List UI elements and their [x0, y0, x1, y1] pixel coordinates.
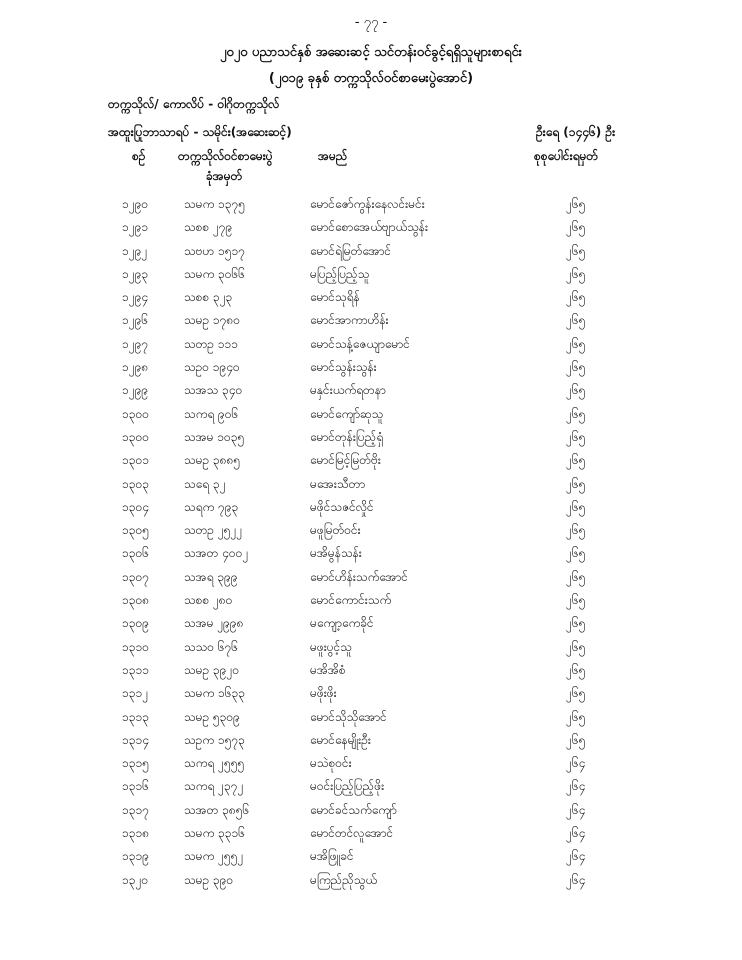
- student-name: မောင်ခင်သက်ကျော်: [310, 802, 397, 817]
- student-name: မောင်တင်လူအောင်: [310, 826, 394, 841]
- roll-number: သဗဟ ၁၅၁၇: [184, 243, 246, 258]
- document-title: ၂၀၂၀ ပညာသင်နှစ် အဆေးဆင့် သင်တန်းဝင်ခွင့်ရရှိသူများစာရင်း: [219, 45, 522, 60]
- row-number: ၁၂၉၈: [122, 360, 149, 375]
- total-marks: ၂၆၅: [566, 662, 586, 677]
- table-row: [0, 334, 742, 357]
- total-marks: ၂၆၄: [566, 779, 586, 794]
- table-row: [0, 357, 742, 380]
- table-row: [0, 590, 742, 613]
- student-name: မဖိုင်သဇင်လှိုင်: [310, 499, 374, 514]
- table-row: [0, 194, 742, 217]
- total-marks: ၂၆၅: [566, 243, 586, 258]
- student-name: မအေးသီတာ: [310, 476, 366, 491]
- row-number: ၁၃၀၁: [122, 453, 149, 468]
- student-name: မောင်နေမျိုးဦး: [310, 732, 371, 747]
- student-name: မောင်သုရိန်: [310, 290, 360, 305]
- table-row: [0, 637, 742, 660]
- total-count-label: ဦးရေ (၁၄၄၆) ဦး: [536, 125, 616, 139]
- row-number: ၁၃၁၂: [122, 686, 149, 701]
- total-marks: ၂၆၅: [566, 686, 586, 701]
- column-header-no: စဉ်: [132, 149, 146, 163]
- student-name: မောင်အာကာဟိန်း: [310, 313, 389, 328]
- total-marks: ၂၆၅: [566, 197, 586, 211]
- total-marks: ၂၆၅: [566, 499, 586, 514]
- student-name: မဖူမြတ်ဝင်း: [310, 523, 361, 538]
- total-marks: ၂၆၅: [566, 336, 586, 351]
- table-row: [0, 497, 742, 520]
- table-row: [0, 543, 742, 566]
- roll-number: သတဥ ၂၅၂၂: [184, 523, 243, 538]
- table-row: [0, 520, 742, 543]
- roll-number: သမက ၃၀၆၆: [184, 266, 246, 281]
- table-row: [0, 310, 742, 333]
- roll-number: သသဝ ၆၇၆: [184, 639, 239, 654]
- roll-number: သကရ ၉၀၆: [184, 406, 239, 421]
- column-header-roll: တက္ကသိုလ်ဝင်စာမေးပွဲ: [178, 149, 273, 163]
- roll-number: သစစ ၃၂၃: [184, 290, 233, 305]
- roll-number: သကရ ၂၅၅၅: [184, 756, 245, 771]
- roll-number: သမဥ ၃၉၂၀: [184, 662, 240, 677]
- roll-number: သတဥ ၁၁၁: [184, 336, 239, 351]
- total-marks: ၂၆၅: [566, 383, 586, 398]
- table-row: [0, 823, 742, 846]
- row-number: ၁၃၀၆: [122, 546, 149, 561]
- student-name: မဝင်းပြည့်ပြည့်ဖိုး: [310, 779, 385, 794]
- table-row: [0, 567, 742, 590]
- total-marks: ၂၆၅: [566, 569, 586, 584]
- roll-number: သမဥ ၃၉၀: [184, 872, 234, 887]
- roll-number: သအတ ၃၈၅၆: [184, 802, 250, 817]
- roll-number: သကရ ၂၃၇၂: [184, 779, 244, 794]
- student-name: မောင်ကျော်ဆုသူ: [310, 406, 384, 421]
- table-row: [0, 474, 742, 497]
- row-number: ၁၃၀၀: [122, 406, 149, 421]
- row-number: ၁၃၁၈: [122, 826, 150, 841]
- student-name: မအိမွန်သန်း: [310, 546, 362, 561]
- table-row: [0, 287, 742, 310]
- total-marks: ၂၆၅: [566, 360, 586, 375]
- row-number: ၁၂၉၆: [122, 313, 149, 328]
- student-name: မအိဖြူခင်: [310, 849, 354, 864]
- total-marks: ၂၆၄: [566, 802, 586, 817]
- total-marks: ၂၆၄: [566, 872, 586, 887]
- total-marks: ၂၆၅: [566, 429, 586, 444]
- row-number: ၁၂၉၉: [122, 383, 149, 398]
- total-marks: ၂၆၅: [566, 290, 586, 305]
- total-marks: ၂၆၅: [566, 709, 586, 724]
- roll-number: သဥဝ ၁၉၄၀: [184, 360, 240, 375]
- student-name: မအိအိစံ: [310, 662, 346, 677]
- column-header-roll-line2: ခုံအမှတ်: [206, 169, 243, 183]
- student-name: မောင်တုန်းပြည့်ရှံ: [310, 429, 384, 444]
- student-name: မောင်ရဲမြတ်အောင်: [310, 243, 392, 258]
- student-name: မောင်ဟိန်းသက်အောင်: [310, 569, 408, 584]
- row-number: ၁၃၀၇: [122, 569, 149, 584]
- total-marks: ၂၆၄: [566, 826, 586, 841]
- roll-number: သဥက ၁၅၇၃: [184, 732, 245, 747]
- roll-number: သမဥ ၁၇၈၀: [184, 313, 241, 328]
- specialty-label: အထူးပြုဘာသာရပ် - သမိုင်း(အဆေးဆင့်): [108, 125, 292, 139]
- table-row: [0, 730, 742, 753]
- student-name: မကြည်ညိုသွယ်: [310, 872, 378, 887]
- roll-number: သအတ ၄၀၀၂: [184, 546, 249, 561]
- roll-number: သမဥ ၃၈၈၅: [184, 453, 241, 468]
- table-row: [0, 683, 742, 706]
- roll-number: သမက ၂၅၅၂: [184, 849, 244, 864]
- roll-number: သရက ၇၉၃: [184, 499, 239, 514]
- roll-number: သအသ ၃၄၀: [184, 383, 243, 398]
- row-number: ၁၃၀၈: [122, 593, 150, 608]
- row-number: ၁၃၁၁: [122, 662, 149, 677]
- column-header-name: အမည်: [318, 149, 348, 163]
- student-name: မကျော့ကေခိုင်: [310, 616, 374, 631]
- row-number: ၁၃၀၄: [122, 499, 149, 514]
- row-number: ၁၂၉၃: [122, 266, 149, 281]
- document-subtitle: (၂၀၁၉ ခုနှစ် တက္ကသိုလ်ဝင်စာမေးပွဲအောင်): [268, 71, 474, 86]
- row-number: ၁၂၉၄: [122, 290, 149, 305]
- table-row: [0, 753, 742, 776]
- row-number: ၁၃၁၅: [122, 756, 149, 771]
- total-marks: ၂၆၅: [566, 593, 586, 608]
- total-marks: ၂၆၅: [566, 220, 586, 235]
- table-row: [0, 776, 742, 799]
- student-name: မောင်စောအေယ်ဗျာယ်သွန်း: [310, 220, 429, 235]
- student-name: မောင်မြင့်မြတ်ဗိုး: [310, 453, 381, 468]
- page-number: - ၇၇ -: [354, 15, 388, 30]
- row-number: ၁၂၉၇: [122, 336, 149, 351]
- student-name: မောင်သိုသိုအောင်: [310, 709, 387, 724]
- row-number: ၁၃၁၃: [122, 709, 149, 724]
- table-row: [0, 660, 742, 683]
- student-name: မဖူးပွင့်သူ: [310, 639, 352, 654]
- university-label: တက္ကသိုလ်/ ကောလိပ် - ဝါဂိုတက္ကသိုလ်: [108, 97, 280, 111]
- row-number: ၁၃၀၀: [122, 429, 149, 444]
- row-number: ၁၃၂၀: [122, 872, 149, 887]
- row-number: ၁၃၀၅: [122, 523, 149, 538]
- total-marks: ၂၆၅: [566, 406, 586, 421]
- total-marks: ၂၆၄: [566, 756, 586, 771]
- row-number: ၁၃၁၉: [122, 849, 149, 864]
- roll-number: သစစ ၂၇၉: [184, 220, 233, 235]
- row-number: ၁၃၀၃: [122, 476, 149, 491]
- row-number: ၁၃၁၇: [122, 802, 149, 817]
- total-marks: ၂၆၅: [566, 523, 586, 538]
- total-marks: ၂၆၅: [566, 313, 586, 328]
- results-table: [0, 194, 742, 893]
- roll-number: သရေ ၃၂: [184, 476, 226, 491]
- row-number: ၁၃၀၉: [122, 616, 149, 631]
- total-marks: ၂၆၅: [566, 546, 586, 561]
- student-name: မောင်ဇော်ကွန်းနေလင်းမင်း: [310, 197, 425, 211]
- total-marks: ၂၆၅: [566, 639, 586, 654]
- row-number: ၁၂၉၀: [122, 197, 149, 211]
- student-name: မပြည့်ပြည့်သူ: [310, 266, 370, 281]
- table-row: [0, 613, 742, 636]
- student-name: မောင်ကောင်းသက်: [310, 593, 392, 608]
- row-number: ၁၃၁၄: [122, 732, 149, 747]
- student-name: မသဲစုဝင်း: [310, 756, 352, 771]
- table-row: [0, 264, 742, 287]
- table-row: [0, 450, 742, 473]
- table-row: [0, 427, 742, 450]
- student-name: မဖိုးဖိုး: [310, 686, 337, 701]
- total-marks: ၂၆၅: [566, 616, 586, 631]
- student-name: မောင်သွန်းသွန်း: [310, 360, 377, 375]
- roll-number: သစစ ၂၈၀: [184, 593, 233, 608]
- table-row: [0, 846, 742, 869]
- table-row: [0, 241, 742, 264]
- roll-number: သမက ၃၃၁၆: [184, 826, 246, 841]
- table-row: [0, 870, 742, 893]
- table-row: [0, 380, 742, 403]
- roll-number: သအမ ၂၉၉၈: [184, 616, 244, 631]
- total-marks: ၂၆၅: [566, 266, 586, 281]
- roll-number: သအမ ၁၀၃၅: [184, 429, 245, 444]
- roll-number: သမက ၁၃၇၅: [184, 197, 246, 211]
- roll-number: သအရ ၃၉၉: [184, 569, 238, 584]
- table-row: [0, 800, 742, 823]
- total-marks: ၂၆၄: [566, 849, 586, 864]
- row-number: ၁၃၁၆: [122, 779, 149, 794]
- table-row: [0, 217, 742, 240]
- table-row: [0, 404, 742, 427]
- total-marks: ၂၆၅: [566, 476, 586, 491]
- table-row: [0, 707, 742, 730]
- total-marks: ၂၆၅: [566, 732, 586, 747]
- roll-number: သမဥ ၅၃၀၉: [184, 709, 240, 724]
- student-name: မောင်သန့်ဇေယျာမောင်: [310, 336, 410, 351]
- column-header-marks: စုစုပေါင်းရမှတ်: [534, 149, 599, 163]
- student-name: မနှင်းယက်ရတနာ: [310, 383, 386, 398]
- row-number: ၁၂၉၂: [122, 243, 148, 258]
- row-number: ၁၂၉၁: [122, 220, 149, 235]
- total-marks: ၂၆၅: [566, 453, 586, 468]
- roll-number: သမက ၁၆၃၃: [184, 686, 246, 701]
- row-number: ၁၃၁၀: [122, 639, 149, 654]
